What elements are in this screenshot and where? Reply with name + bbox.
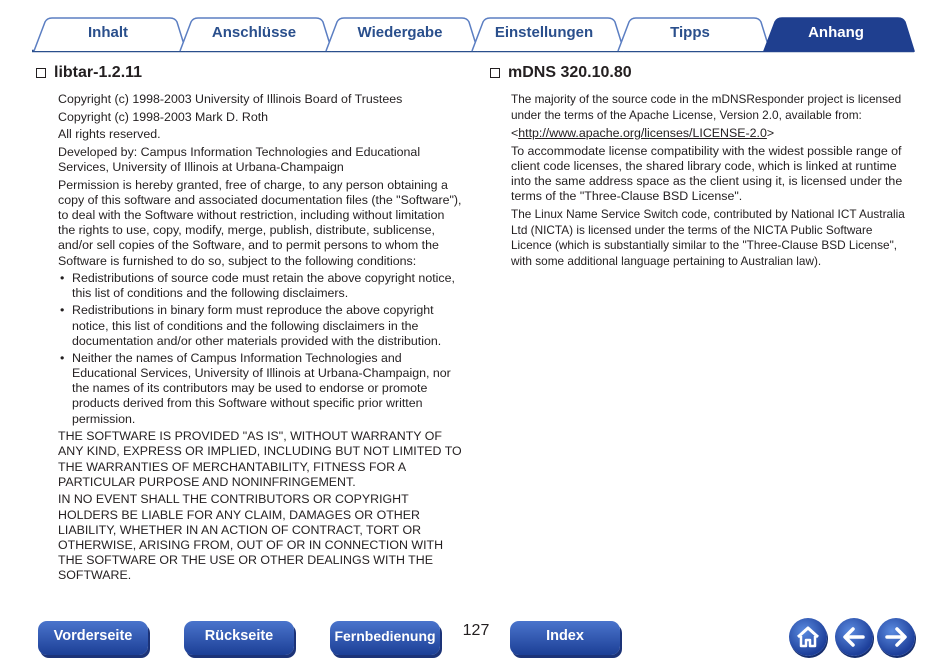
mdns-title: mDNS 320.10.80 [508,64,632,81]
paragraph: THE SOFTWARE IS PROVIDED "AS IS", WITHOUT WARRANTY OF ANY KIND, EXPRESS OR IMPLIED, INCLUDING BUT NOT LIMITED TO THE WARRANTIES OF MERCHANTABILITY, FITNESS FOR A PARTICULAR PURPOSE AND NONINFRINGEMENT. [58,429,462,489]
link-bracket: > [766,125,775,140]
paragraph: IN NO EVENT SHALL THE CONTRIBUTORS OR COPYRIGHT HOLDERS BE LIABLE FOR ANY CLAIM, DAMAGES OR OTHER LIABILITY, WHETHER IN AN ACTION OF CONTRACT, TORT OR OTHERWISE, ARISING FROM, OUT OF OR IN CONNECTION WITH THE SOFTWARE OR THE USE OR OTHER DEALINGS WITH THE SOFTWARE. [58,492,444,583]
list-item: • Neither the names of Campus Information Technologies and Educational Services, University of Illinois at Urbana-Champaign, nor the names of its contributors may be used to endorse or promote products derived from this Software without specific prior written permission. [72,351,464,427]
remote-control-button[interactable]: Fernbedienung [330,621,440,655]
link-line [511,126,913,141]
paragraph: The Linux Name Service Switch code, contributed by National ICT Australia Ltd (NICTA) is licensed under the terms of the NICTA Public Software Licence (which is substantially similar to the "Three-Clause BSD License", with some additional language pertaining to Australian law). [511,206,905,269]
conditions-list [58,271,464,427]
arrow-left-icon [835,618,873,656]
paragraph: To accommodate license compatibility with the widest possible range of client code licenses, the shared library code, which is linked at runtime into the same address space as the client using it, is licensed under the terms of the "Three-Clause BSD License". [511,143,903,204]
tab-tipps[interactable]: Tipps [670,24,710,41]
front-panel-button[interactable]: Vorderseite [38,621,148,655]
home-icon [789,618,827,656]
paragraph: All rights reserved. [58,127,161,142]
libtar-heading [36,64,142,82]
tab-anhang[interactable]: Anhang [808,24,864,41]
tab-bar [0,0,950,56]
paragraph: Copyright (c) 1998-2003 Mark D. Roth [58,109,269,124]
tab-einstellungen[interactable]: Einstellungen [494,24,594,41]
link-bracket: < [511,125,519,140]
paragraph: Developed by: Campus Information Technologies and Educational Services, University of Illinois at Urbana-Champaign [58,144,421,174]
tab-inhalt[interactable]: Inhalt [88,24,128,41]
forward-button[interactable] [877,618,915,656]
apache-license-link[interactable]: http://www.apache.org/licenses/LICENSE-2.0 [518,125,767,140]
page-number: 127 [462,622,490,639]
paragraph: The majority of the source code in the mDNSResponder project is licensed under the terms of the Apache License, Version 2.0, available from: [511,92,902,122]
list-item: • Redistributions of source code must retain the above copyright notice, this list of conditions and the following disclaimers. [72,271,464,301]
libtar-title: libtar-1.2.11 [54,64,143,81]
tab-anschluesse[interactable]: Anschlüsse [211,24,297,41]
checkbox-icon [36,68,46,78]
back-button[interactable] [835,618,873,656]
arrow-right-icon [877,618,915,656]
home-button[interactable] [789,618,827,656]
list-item: • Redistributions in binary form must reproduce the above copyright notice, this list of conditions and the following disclaimers in the documentation and/or other materials provided with the distribution. [72,303,464,349]
mdns-heading [490,64,632,82]
index-button[interactable]: Index [510,621,620,655]
rear-panel-button[interactable]: Rückseite [184,621,294,655]
paragraph: Copyright (c) 1998-2003 University of Illinois Board of Trustees [58,92,403,106]
libtar-body [58,92,464,586]
tab-wiedergabe[interactable]: Wiedergabe [357,24,443,41]
paragraph: Permission is hereby granted, free of charge, to any person obtaining a copy of this software and associated documentation files (the "Software"), to deal with the Software without restriction, including without limitation the rights to use, copy, modify, merge, publish, distribute, sublicense, and/or sell copies of the Software, and to permit persons to whom the Software is furnished to do so, subject to the following conditions: [58,177,462,268]
mdns-body [511,92,913,272]
checkbox-icon [490,68,500,78]
